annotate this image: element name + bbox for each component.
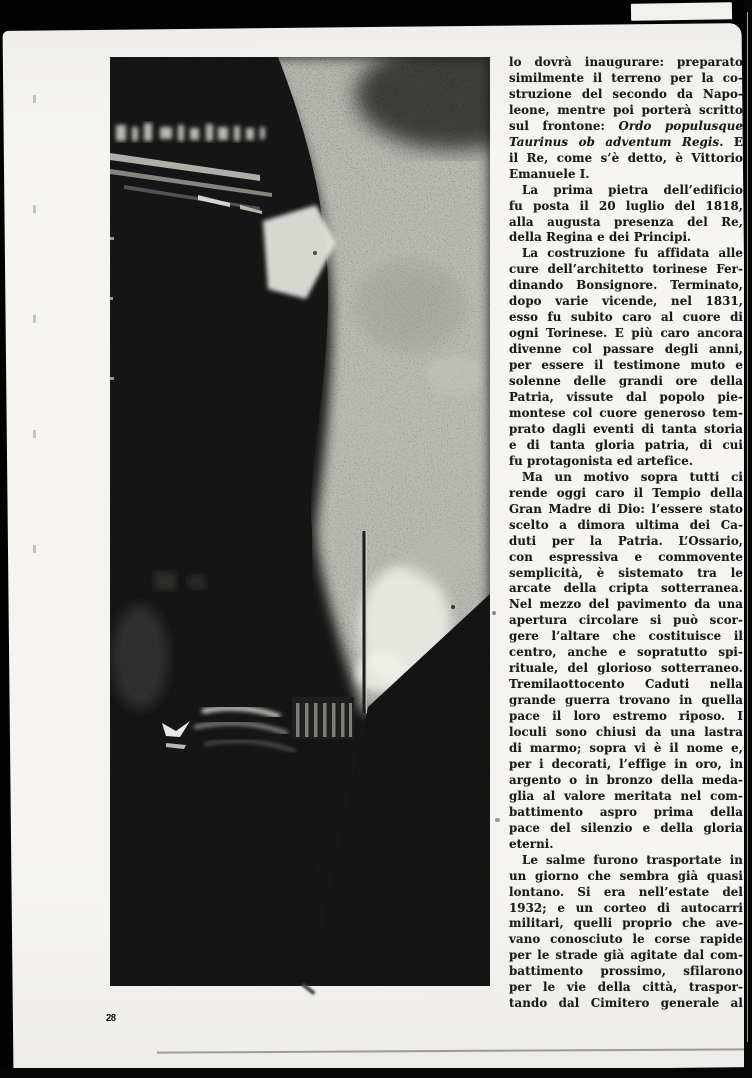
text-line-p3-14: fu protagonista ed artefice.: [509, 453, 694, 468]
text-line-p4-2: rende oggi caro il Tempio della: [509, 485, 743, 500]
text-line-p2-2: fu posta il 20 luglio del 1818,: [509, 198, 743, 213]
text-line-p2-4: della Regina e dei Principi.: [509, 230, 692, 245]
temple-photograph-art: [110, 57, 490, 986]
text-line-p4-8: arcate della cripta sotterranea.: [509, 581, 743, 596]
text-line-p3-3: dinando Bonsignore. Terminato,: [509, 278, 743, 293]
text-line-p5-9: per le vie della città, traspor-: [509, 980, 743, 995]
text-line-p4-4: scelto a dimora ultima dei Ca-: [509, 517, 743, 532]
text-line-p4-6: con espressiva e commovente: [509, 549, 743, 564]
text-line-p4-23: pace del silenzio e della gloria: [509, 820, 743, 835]
text-line-p3-12: prato dagli eventi di tanta storia: [509, 421, 743, 436]
text-line-p4-9: Nel mezzo del pavimento da una: [509, 597, 743, 612]
binding-mark: [33, 430, 36, 438]
text-line-p4-24: eterni.: [509, 836, 554, 851]
text-line-p3-10: Patria, vissute dal popolo pie-: [509, 390, 743, 405]
text-line-p5-8: battimento prossimo, sfilarono: [509, 964, 743, 979]
text-line-p5-4: 1932; e un corteo di autocarri: [509, 900, 743, 915]
temple-photograph: [110, 57, 490, 986]
text-line-p4-21: glia al valore meritata nel com-: [509, 788, 743, 803]
text-line-p3-13: e di tanta gloria patria, di cui: [509, 437, 743, 452]
bottom-scan-band: [0, 1068, 752, 1078]
text-line-p5-3: lontano. Si era nell’estate del: [509, 884, 743, 899]
text-line-p4-3: Gran Madre di Dio: l’essere stato: [509, 501, 743, 516]
page-edge-line: [747, 12, 748, 1042]
text-line-p3-9: solenne delle grandi ore della: [509, 374, 743, 389]
text-line-p2-3: alla augusta presenza del Re,: [509, 214, 743, 229]
binding-mark: [33, 545, 36, 553]
text-line-p4-12: centro, anche e sopratutto spi-: [509, 645, 743, 660]
text-line-p1-2: similmente il terreno per la co-: [509, 70, 743, 85]
text-line-p3-6: ogni Torinese. E più caro ancora: [509, 326, 743, 341]
text-line-p5-1: Le salme furono trasportate in: [522, 852, 743, 867]
text-line-p4-18: di marmo; sopra vi è il nome e,: [509, 740, 743, 755]
text-line-p1-5: sul frontone: Ordo populusque: [509, 118, 743, 133]
text-line-p5-5: militari, quelli proprio che ave-: [509, 916, 743, 931]
text-line-p4-13: rituale, del glorioso sotterraneo.: [509, 661, 743, 676]
article-column: [509, 55, 743, 1012]
binding-mark: [33, 315, 36, 323]
text-line-p1-8: Emanuele I.: [509, 166, 590, 181]
page-number: 28: [106, 1012, 116, 1025]
text-line-p1-4: leone, mentre poi porterà scritto: [509, 102, 743, 117]
text-line-p4-22: battimento aspro prima della: [509, 804, 743, 819]
paper-speck: [495, 818, 500, 822]
text-line-p4-17: loculi sono chiusi da una lastra: [509, 725, 743, 740]
binding-mark: [33, 95, 36, 103]
text-line-p4-15: grande guerra trovano in quella: [509, 693, 743, 708]
text-line-p3-5: esso fu subito caro al cuore di: [509, 310, 743, 325]
binding-mark: [33, 205, 36, 213]
text-line-p1-3: struzione del secondo da Napo-: [509, 86, 743, 101]
text-line-p4-16: pace il loro estremo riposo. I: [509, 709, 743, 724]
page-edge-strip: [744, 0, 752, 1078]
text-line-p3-8: per essere il testimone muto e: [509, 358, 743, 373]
text-line-p4-20: argento o in bronzo della meda-: [509, 772, 743, 787]
text-line-p3-11: montese col cuore generoso tem-: [509, 405, 743, 420]
text-line-p4-10: apertura circolare si può scor-: [509, 613, 743, 628]
text-line-p3-1: La costruzione fu affidata alle: [522, 246, 743, 261]
text-line-p1-7: il Re, come s’è detto, è Vittorio: [509, 150, 743, 165]
text-line-p4-19: per i decorati, l’effige in oro, in: [509, 756, 743, 771]
text-line-p4-14: Tremilaottocento Caduti nella: [509, 677, 743, 692]
text-line-p1-6: Taurinus ob adventum Regis. E: [509, 134, 743, 149]
text-line-p5-7: per le strade già agitate dal com-: [509, 948, 743, 963]
text-line-p5-6: vano conosciuto le corse rapide: [509, 932, 743, 947]
text-line-p4-11: gere l’altare che costituisce il: [509, 629, 743, 644]
text-line-p2-1: La prima pietra dell’edificio: [522, 182, 743, 197]
text-line-p4-1: Ma un motivo sopra tutti ci: [522, 469, 743, 484]
paper-speck: [492, 611, 496, 615]
tape-label: [631, 2, 732, 21]
text-line-p3-7: divenne col passare degli anni,: [509, 342, 743, 357]
text-line-p1-1: lo dovrà inaugurare: preparato: [509, 55, 743, 69]
text-line-p3-4: dopo varie vicende, nel 1831,: [509, 294, 743, 309]
text-line-p3-2: cure dell’architetto torinese Fer-: [509, 262, 743, 277]
text-line-p4-7: semplicità, è sistemato tra le: [509, 565, 743, 580]
text-line-p5-10: tando dal Cimitero generale al: [509, 996, 743, 1011]
text-line-p4-5: duti per la Patria. L’Ossario,: [509, 533, 743, 548]
text-line-p5-2: un giorno che sembra già quasi: [509, 868, 743, 883]
